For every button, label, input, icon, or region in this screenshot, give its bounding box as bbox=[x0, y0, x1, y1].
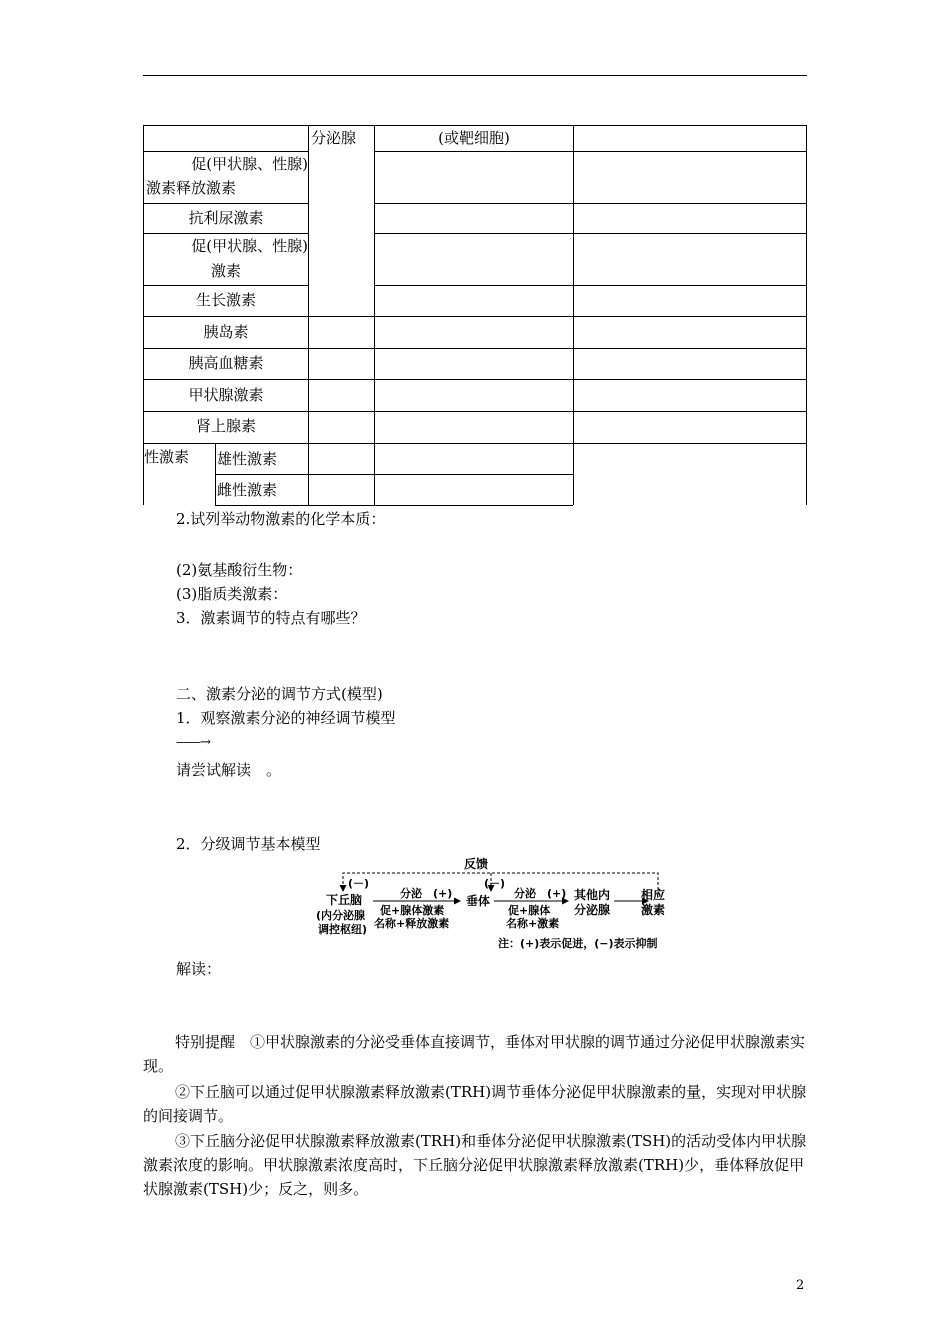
inhibit-label-1: (－) bbox=[348, 877, 370, 890]
hypothalamus-label: 下丘脑 bbox=[326, 893, 363, 907]
hierarchy-diagram bbox=[310, 855, 675, 955]
question-2: 2.试列举动物激素的化学本质： bbox=[176, 510, 386, 528]
row-name: 胰岛素 bbox=[203, 323, 249, 341]
question-2-sub2: (2)氨基酸衍生物： bbox=[176, 561, 303, 579]
note-paragraph-1: 特别提醒 ①甲状腺激素的分泌受垂体直接调节，垂体对甲状腺的调节通过分泌促甲状腺激素实现。 bbox=[143, 1033, 806, 1075]
arrow1-label-line2: 名称+释放激素 bbox=[374, 917, 450, 930]
secrete-promote-1: 分泌 (+) bbox=[400, 887, 453, 900]
row-name-line2: 激素释放激素 bbox=[146, 179, 237, 197]
row-name: 胰高血糖素 bbox=[188, 354, 264, 372]
arrow2-label-line1: 促+腺体 bbox=[508, 904, 551, 917]
hypothalamus-sub2: 调控枢纽) bbox=[318, 923, 368, 936]
other-gland-line2: 分泌腺 bbox=[574, 903, 611, 917]
header-gland: 分泌腺 bbox=[311, 129, 357, 147]
question-2-sub3: (3)脂质类激素： bbox=[176, 585, 288, 603]
feedback-label: 反馈 bbox=[464, 857, 489, 871]
row-group-sex-hormone: 性激素 bbox=[144, 448, 190, 466]
row-name: 肾上腺素 bbox=[195, 417, 256, 435]
target-hormone-line1: 相应 bbox=[641, 888, 666, 902]
question-3: 3．激素调节的特点有哪些？ bbox=[176, 609, 366, 627]
explain-label: 解读： bbox=[176, 960, 222, 978]
note-paragraph-2: ②下丘脑可以通过促甲状腺激素释放激素(TRH)调节垂体分泌促甲状腺激素的量，实现对甲状腺的间接调节。 bbox=[143, 1083, 807, 1125]
hypothalamus-sub1: (内分泌腺 bbox=[316, 909, 366, 922]
header-target: (或靶细胞) bbox=[438, 129, 510, 147]
section-title: 二、激素分泌的调节方式(模型) bbox=[176, 685, 383, 703]
item-2: 2．分级调节基本模型 bbox=[176, 835, 321, 853]
header-rule bbox=[143, 75, 807, 76]
arrow-placeholder: ——→ bbox=[176, 735, 210, 750]
arrow1-label-line1: 促+腺体激素 bbox=[380, 904, 445, 917]
pituitary-label: 垂体 bbox=[466, 894, 491, 908]
row-name: 抗利尿激素 bbox=[188, 209, 264, 227]
row-name: 生长激素 bbox=[195, 291, 256, 309]
item-1: 1．观察激素分泌的神经调节模型 bbox=[176, 709, 396, 727]
row-name-male: 雄性激素 bbox=[217, 450, 278, 468]
page-number: 2 bbox=[796, 1278, 805, 1293]
row-name-line2: 激素 bbox=[210, 262, 241, 280]
other-gland-line1: 其他内 bbox=[574, 888, 611, 902]
target-hormone-line2: 激素 bbox=[641, 903, 666, 917]
diagram-note: 注：(+)表示促进，(−)表示抑制 bbox=[498, 937, 658, 950]
secrete-promote-2: 分泌 (+) bbox=[514, 887, 567, 900]
row-name bbox=[144, 152, 308, 176]
row-name-female: 雌性激素 bbox=[217, 481, 278, 499]
arrow2-label-line2: 名称+激素 bbox=[506, 917, 560, 930]
inhibit-label-2: (－) bbox=[484, 877, 506, 890]
try-interpret: 请尝试解读 。 bbox=[176, 761, 282, 779]
note-paragraph-3: ③下丘脑分泌促甲状腺激素释放激素(TRH)和垂体分泌促甲状腺激素(TSH)的活动受体内甲状腺激素浓度的影响。甲状腺激素浓度高时，下丘脑分泌促甲状腺激素释放激素(TRH)少，垂体释放促甲状腺激素(TSH)少；反之，则多。 bbox=[143, 1132, 807, 1198]
row-name: 甲状腺激素 bbox=[188, 386, 264, 404]
row-name-line1: 促(甲状腺、性腺) bbox=[191, 237, 308, 255]
row-name-line1: 促(甲状腺、性腺) bbox=[191, 155, 308, 173]
